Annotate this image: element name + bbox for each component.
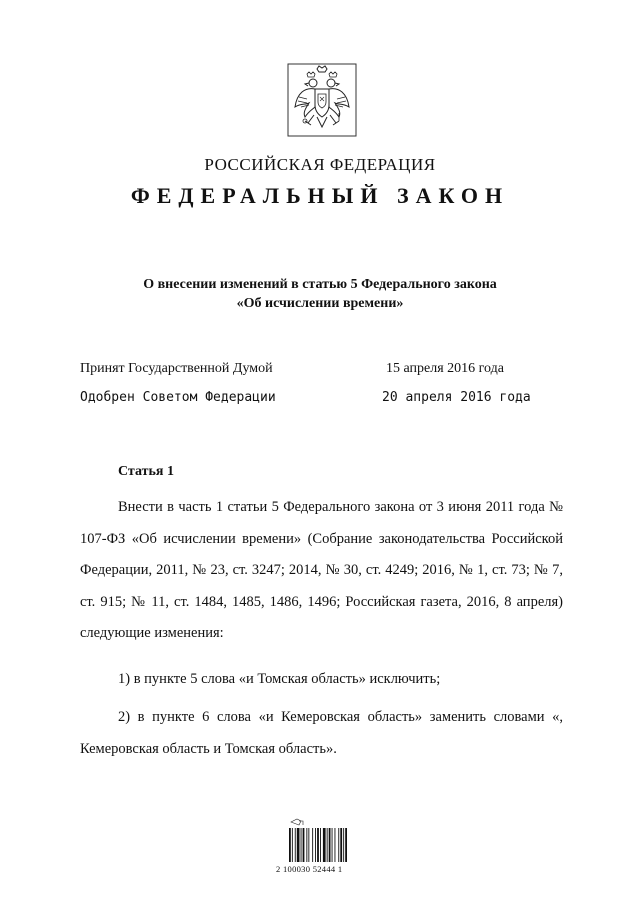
article-title: Статья 1	[118, 464, 174, 479]
country-name: РОССИЙСКАЯ ФЕДЕРАЦИЯ	[204, 155, 436, 174]
coat-of-arms-icon	[287, 63, 357, 137]
barcode-number: 2 100030 52444 1	[276, 864, 343, 874]
article-item-1: 1) в пункте 5 слова «и Томская область» исключить;	[118, 671, 441, 687]
law-title	[0, 275, 640, 313]
adoption-date: 15 апреля 2016 года	[386, 361, 504, 376]
adoption-label: Одобрен Советом Федерации	[80, 390, 276, 405]
article-intro-paragraph: Внести в часть 1 статьи 5 Федерального закона от 3 июня 2011 года № 107-ФЗ «Об исчислении времени» (Собрание законодательства Российской Федерации, 2011, № 23, ст. 3247; 2014, № 30, ст. 4249; 2016, № 1, ст. 73; № 7, ст. 915; № 11, ст. 1484, 1485, 1486, 1496; Российская газета, 2016, 8 апреля) следующие изменения:	[80, 499, 563, 641]
law-title-line-1: О внесении изменений в статью 5 Федерального закона	[143, 277, 497, 292]
adoption-date: 20 апреля 2016 года	[382, 390, 531, 405]
article-item-2: 2) в пункте 6 слова «и Кемеровская область» заменить словами «, Кемеровская область и Томская область».	[80, 709, 563, 757]
law-title-line-2: «Об исчислении времени»	[236, 296, 404, 311]
adoption-label: Принят Государственной Думой	[80, 361, 273, 376]
law-type-title: ФЕДЕРАЛЬНЫЙ ЗАКОН	[130, 183, 510, 208]
barcode-icon	[285, 818, 357, 866]
